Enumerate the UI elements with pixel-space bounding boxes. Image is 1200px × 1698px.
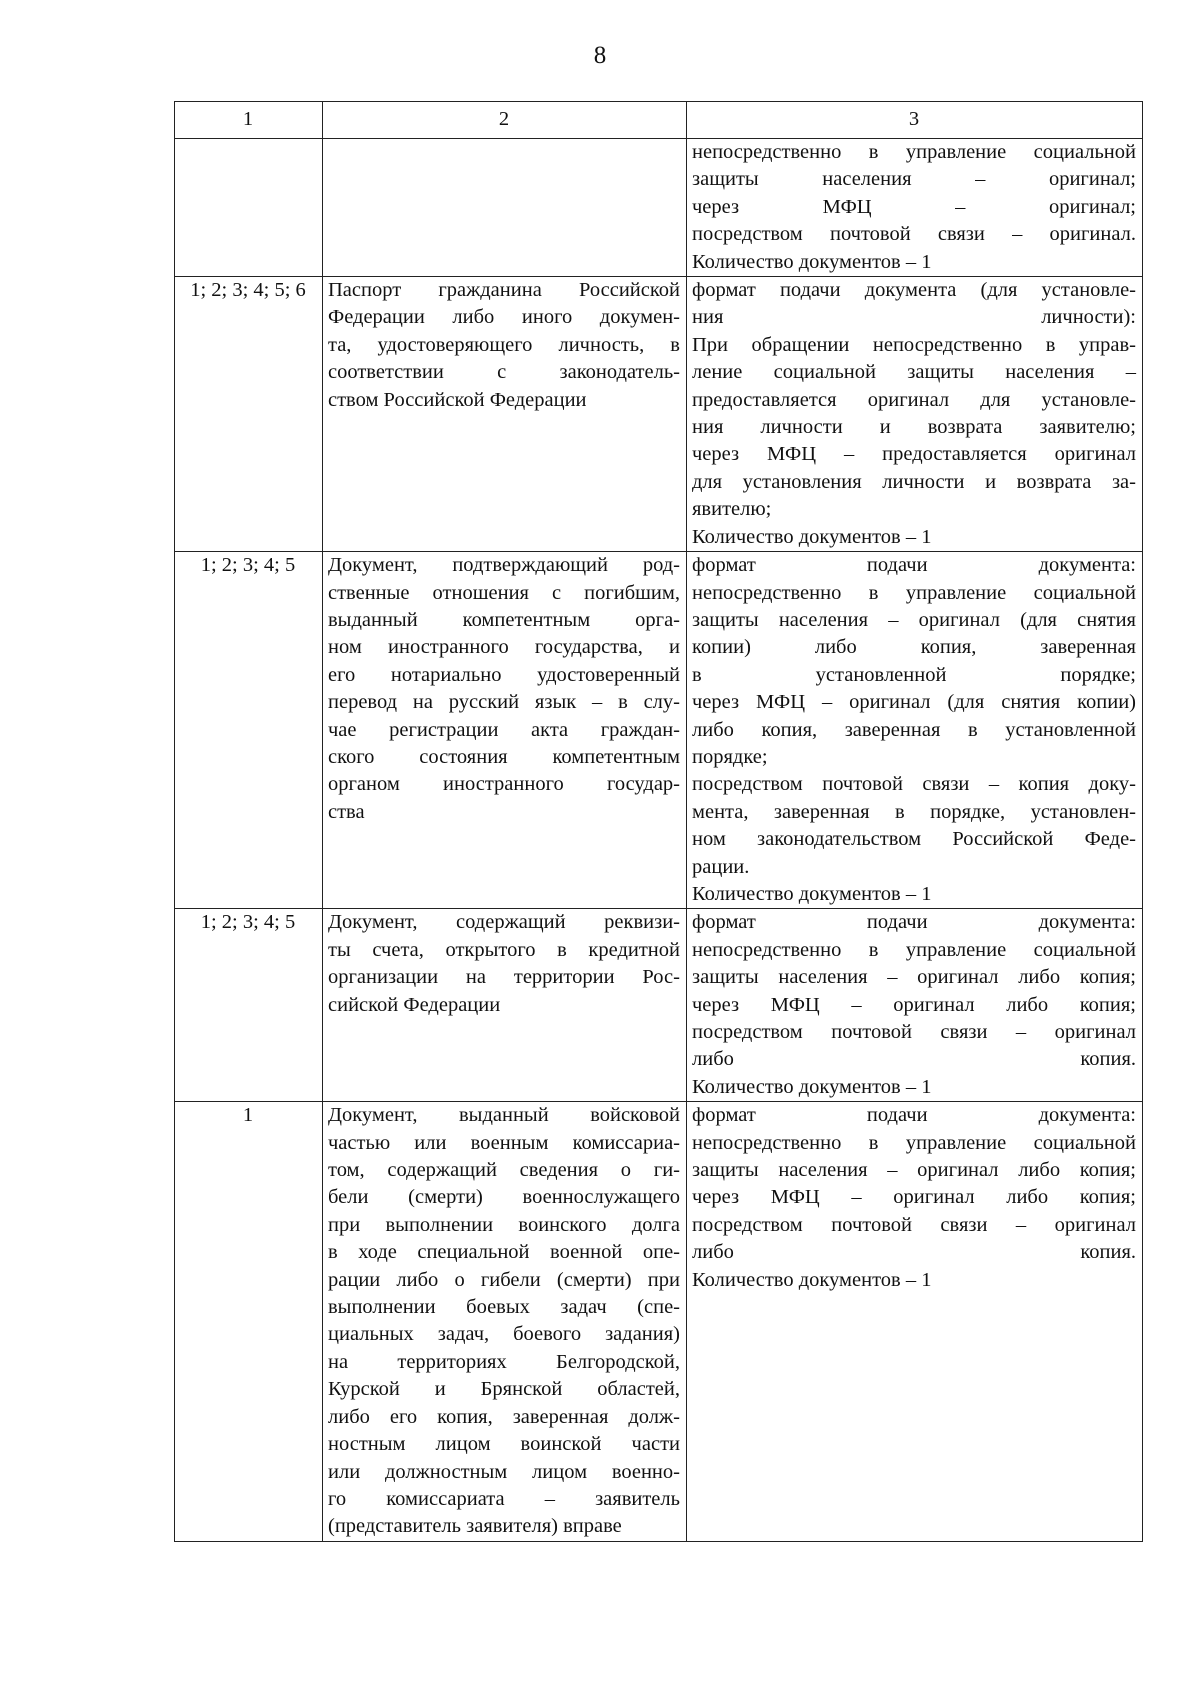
text-line: предоставляется оригинал для установле- xyxy=(692,388,1136,411)
submission-format-cell xyxy=(687,909,1143,1102)
column-header: 2 xyxy=(323,102,687,139)
text-line: органом иностранного государ- xyxy=(328,773,680,796)
text-line: формат подачи документа: xyxy=(692,554,1136,577)
text-line: явителю; xyxy=(692,498,772,521)
table-row xyxy=(175,909,1143,1102)
table-row xyxy=(175,277,1143,552)
text-line: защиты населения – оригинал либо копия; xyxy=(692,966,1136,989)
document-name-cell xyxy=(323,139,687,277)
text-line: посредством почтовой связи – оригинал xyxy=(692,1213,1136,1236)
text-line: непосредственно в управление социальной xyxy=(692,581,1136,604)
text-line: ского состояния компетентным xyxy=(328,745,680,768)
text-line: через МФЦ – оригинал либо копия; xyxy=(692,993,1136,1016)
applicant-categories-cell: 1; 2; 3; 4; 5; 6 xyxy=(175,277,323,552)
text-line: через МФЦ – оригинал; xyxy=(692,195,1136,218)
text-line: бели (смерти) военнослужащего xyxy=(328,1186,680,1209)
text-line: формат подачи документа (для установле- xyxy=(692,279,1136,302)
text-line: в установленной порядке; xyxy=(692,663,1136,686)
submission-format-cell xyxy=(687,277,1143,552)
text-line: (представитель заявителя) вправе xyxy=(328,1515,622,1538)
text-line: та, удостоверяющего личность, в xyxy=(328,333,680,356)
text-line: порядке; xyxy=(692,745,768,768)
text-line: ление социальной защиты населения – xyxy=(692,361,1136,384)
text-line: защиты населения – оригинал; xyxy=(692,168,1136,191)
text-line: мента, заверенная в порядке, установлен- xyxy=(692,800,1136,823)
text-line: через МФЦ – оригинал (для снятия копии) xyxy=(692,691,1136,714)
text-line: непосредственно в управление социальной xyxy=(692,1131,1136,1154)
text-line: Количество документов – 1 xyxy=(692,1268,932,1291)
text-line: соответствии с законодатель- xyxy=(328,361,680,384)
text-line: го комиссариата – заявитель xyxy=(328,1487,680,1510)
table-row xyxy=(175,552,1143,909)
text-line: формат подачи документа: xyxy=(692,911,1136,934)
text-line: организации на территории Рос- xyxy=(328,966,680,989)
document-name-cell xyxy=(323,277,687,552)
text-line: ния личности): xyxy=(692,306,1136,329)
column-header: 1 xyxy=(175,102,323,139)
text-line: посредством почтовой связи – оригинал. xyxy=(692,223,1136,246)
table-row xyxy=(175,1102,1143,1542)
text-line: ностным лицом воинской части xyxy=(328,1433,680,1456)
text-line: Федерации либо иного докумен- xyxy=(328,306,680,329)
text-line: том, содержащий сведения о ги- xyxy=(328,1159,680,1182)
text-line: через МФЦ – предоставляется оригинал xyxy=(692,443,1136,466)
text-line: ства xyxy=(328,800,365,823)
text-line: чае регистрации акта граждан- xyxy=(328,718,680,741)
text-line: через МФЦ – оригинал либо копия; xyxy=(692,1186,1136,1209)
text-line: либо копия, заверенная в установленной xyxy=(692,718,1136,741)
text-line: выполнении боевых задач (спе- xyxy=(328,1296,680,1319)
text-line: защиты населения – оригинал (для снятия xyxy=(692,608,1136,631)
text-line: Документ, выданный войсковой xyxy=(328,1104,680,1127)
text-line: ты счета, открытого в кредитной xyxy=(328,938,680,961)
text-line: Документ, подтверждающий род- xyxy=(328,554,680,577)
text-line: частью или военным комиссариа- xyxy=(328,1131,680,1154)
text-line: в ходе специальной военной опе- xyxy=(328,1241,680,1264)
text-line: ственные отношения с погибшим, xyxy=(328,581,680,604)
submission-format-cell xyxy=(687,1102,1143,1542)
text-line: Количество документов – 1 xyxy=(692,882,932,905)
applicant-categories-cell: 1; 2; 3; 4; 5 xyxy=(175,552,323,909)
text-line: либо копия. xyxy=(692,1048,1136,1071)
text-line: копии) либо копия, заверенная xyxy=(692,636,1136,659)
applicant-categories-cell: 1; 2; 3; 4; 5 xyxy=(175,909,323,1102)
text-line: при выполнении воинского долга xyxy=(328,1213,680,1236)
text-line: Паспорт гражданина Российской xyxy=(328,279,680,302)
page-number: 8 xyxy=(593,42,607,69)
text-line: Количество документов – 1 xyxy=(692,1075,932,1098)
text-line: рации. xyxy=(692,855,750,878)
text-line: защиты населения – оригинал либо копия; xyxy=(692,1159,1136,1182)
text-line: При обращении непосредственно в управ- xyxy=(692,333,1136,356)
text-line: ном иностранного государства, и xyxy=(328,636,680,659)
text-line: или должностным лицом военно- xyxy=(328,1460,680,1483)
column-header: 3 xyxy=(687,102,1143,139)
text-line: ном законодательством Российской Феде- xyxy=(692,828,1136,851)
table-row xyxy=(175,139,1143,277)
text-line: на территориях Белгородской, xyxy=(328,1350,680,1373)
text-line: посредством почтовой связи – копия доку- xyxy=(692,773,1136,796)
text-line: сийской Федерации xyxy=(328,993,501,1016)
submission-format-cell xyxy=(687,139,1143,277)
text-line: Количество документов – 1 xyxy=(692,250,932,273)
text-line: его нотариально удостоверенный xyxy=(328,663,680,686)
document-name-cell xyxy=(323,552,687,909)
applicant-categories-cell xyxy=(175,139,323,277)
table-header-row xyxy=(175,102,1143,139)
document-name-cell xyxy=(323,1102,687,1542)
text-line: непосредственно в управление социальной xyxy=(692,141,1136,163)
text-line: выданный компетентным орга- xyxy=(328,608,680,631)
submission-format-cell xyxy=(687,552,1143,909)
text-line: для установления личности и возврата за- xyxy=(692,470,1136,493)
text-line: перевод на русский язык – в слу- xyxy=(328,691,680,714)
document-name-cell xyxy=(323,909,687,1102)
text-line: непосредственно в управление социальной xyxy=(692,938,1136,961)
text-line: посредством почтовой связи – оригинал xyxy=(692,1021,1136,1043)
text-line: формат подачи документа: xyxy=(692,1104,1136,1127)
text-line: либо копия. xyxy=(692,1241,1136,1264)
text-line: либо его копия, заверенная долж- xyxy=(328,1405,680,1428)
text-line: Документ, содержащий реквизи- xyxy=(328,911,680,934)
text-line: циальных задач, боевого задания) xyxy=(328,1323,680,1346)
applicant-categories-cell: 1 xyxy=(175,1102,323,1542)
text-line: ния личности и возврата заявителю; xyxy=(692,416,1136,439)
text-line: рации либо о гибели (смерти) при xyxy=(328,1268,680,1291)
text-line: Курской и Брянской областей, xyxy=(328,1378,680,1401)
text-line: ством Российской Федерации xyxy=(328,388,587,411)
documents-table xyxy=(174,101,1143,1542)
text-line: Количество документов – 1 xyxy=(692,525,932,548)
